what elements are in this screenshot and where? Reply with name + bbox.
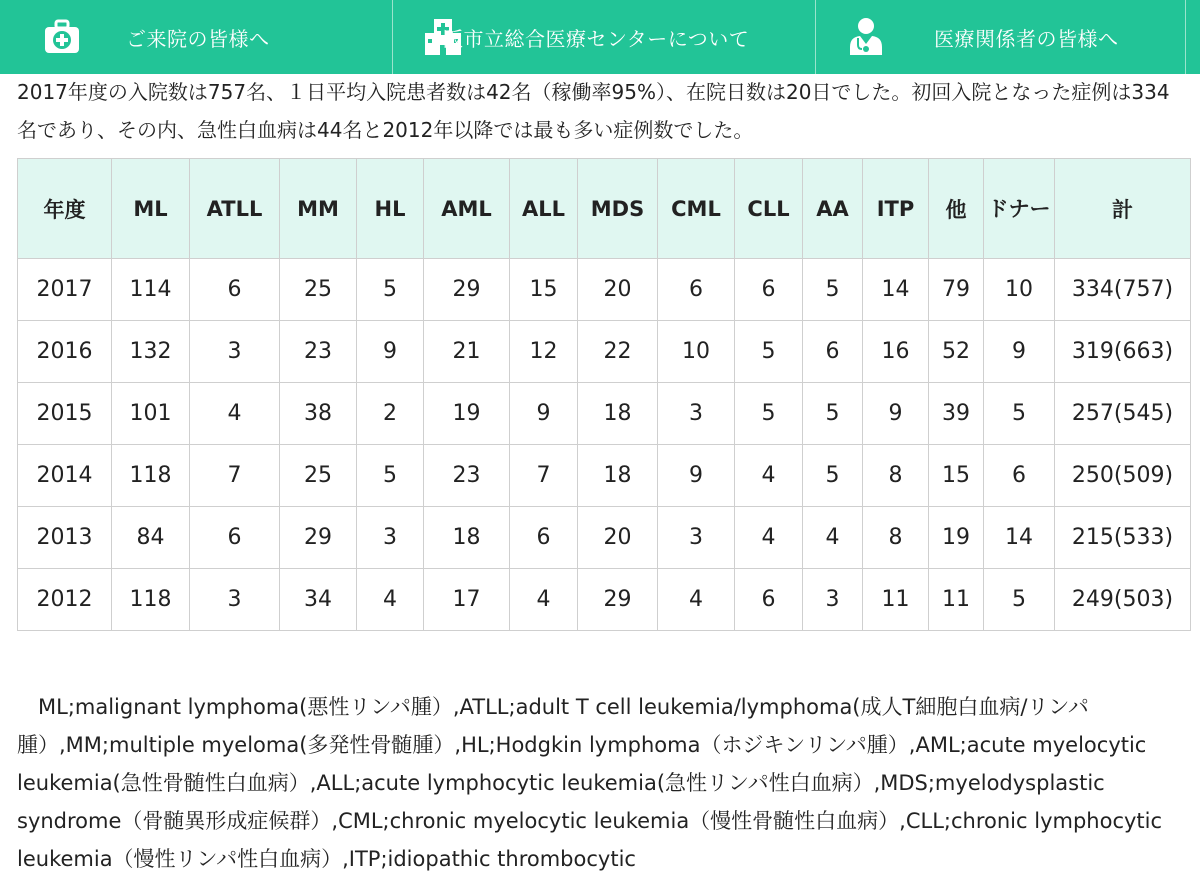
table-cell: 29 bbox=[578, 569, 658, 631]
table-cell: 5 bbox=[357, 259, 424, 321]
table-cell: 5 bbox=[803, 445, 863, 507]
table-cell: 12 bbox=[510, 321, 578, 383]
table-cell: 4 bbox=[510, 569, 578, 631]
table-cell: 2013 bbox=[18, 507, 112, 569]
table-cell: 2012 bbox=[18, 569, 112, 631]
table-cell: 249(503) bbox=[1055, 569, 1191, 631]
table-cell: 10 bbox=[658, 321, 735, 383]
table-cell: 18 bbox=[578, 383, 658, 445]
table-row bbox=[18, 383, 1191, 445]
table-cell: 5 bbox=[735, 321, 803, 383]
column-header: MM bbox=[280, 159, 357, 259]
column-header: 他 bbox=[929, 159, 984, 259]
table-cell: 3 bbox=[357, 507, 424, 569]
table-cell: 8 bbox=[863, 445, 929, 507]
intro-paragraph: 2017年度の入院数は757名、１日平均入院患者数は42名（稼働率95%）、在院日数は20日でした。初回入院となった症例は334名であり、その内、急性白血病は44名と2012年以降では最も多い症例数でした。 bbox=[17, 80, 1170, 142]
column-header: CML bbox=[658, 159, 735, 259]
table-cell: 2015 bbox=[18, 383, 112, 445]
table-cell: 39 bbox=[929, 383, 984, 445]
column-header: MDS bbox=[578, 159, 658, 259]
table-cell: 10 bbox=[984, 259, 1055, 321]
column-header: AML bbox=[424, 159, 510, 259]
table-cell: 7 bbox=[190, 445, 280, 507]
nav-item-overflow[interactable] bbox=[1186, 0, 1200, 74]
table-cell: 15 bbox=[510, 259, 578, 321]
table-cell: 101 bbox=[112, 383, 190, 445]
table-row bbox=[18, 507, 1191, 569]
table-cell: 5 bbox=[803, 259, 863, 321]
column-header: HL bbox=[357, 159, 424, 259]
table-cell: 4 bbox=[735, 507, 803, 569]
table-cell: 6 bbox=[735, 569, 803, 631]
table-cell: 11 bbox=[929, 569, 984, 631]
table-cell: 23 bbox=[424, 445, 510, 507]
table-row bbox=[18, 321, 1191, 383]
column-header: ATLL bbox=[190, 159, 280, 259]
table-cell: 4 bbox=[803, 507, 863, 569]
table-cell: 319(663) bbox=[1055, 321, 1191, 383]
nav-item-for-medical-professionals[interactable] bbox=[816, 0, 1186, 74]
column-header: 計 bbox=[1055, 159, 1191, 259]
table-cell: 4 bbox=[735, 445, 803, 507]
column-header: CLL bbox=[735, 159, 803, 259]
nav-item-label: 医療関係者の皆様へ bbox=[934, 26, 1119, 51]
table-cell: 18 bbox=[578, 445, 658, 507]
table-cell: 14 bbox=[984, 507, 1055, 569]
table-cell: 15 bbox=[929, 445, 984, 507]
table-cell: 9 bbox=[510, 383, 578, 445]
nav-item-label: ご来院の皆様へ bbox=[126, 26, 270, 51]
table-cell: 132 bbox=[112, 321, 190, 383]
table-cell: 2016 bbox=[18, 321, 112, 383]
column-header: ドナー bbox=[984, 159, 1055, 259]
table-cell: 17 bbox=[424, 569, 510, 631]
table-cell: 22 bbox=[578, 321, 658, 383]
table-cell: 5 bbox=[803, 383, 863, 445]
column-header: 年度 bbox=[18, 159, 112, 259]
column-header: ITP bbox=[863, 159, 929, 259]
table-cell: 6 bbox=[803, 321, 863, 383]
table-cell: 9 bbox=[357, 321, 424, 383]
table-cell: 20 bbox=[578, 259, 658, 321]
table-cell: 9 bbox=[658, 445, 735, 507]
table-cell: 118 bbox=[112, 569, 190, 631]
table-cell: 29 bbox=[280, 507, 357, 569]
table-cell: 21 bbox=[424, 321, 510, 383]
table-cell: 257(545) bbox=[1055, 383, 1191, 445]
table-cell: 4 bbox=[357, 569, 424, 631]
table-cell: 3 bbox=[190, 569, 280, 631]
table-cell: 6 bbox=[190, 259, 280, 321]
table-cell: 215(533) bbox=[1055, 507, 1191, 569]
table-cell: 14 bbox=[863, 259, 929, 321]
table-cell: 2017 bbox=[18, 259, 112, 321]
table-cell: 5 bbox=[357, 445, 424, 507]
table-cell: 6 bbox=[735, 259, 803, 321]
table-cell: 7 bbox=[510, 445, 578, 507]
doctor-icon bbox=[844, 15, 888, 59]
table-cell: 3 bbox=[190, 321, 280, 383]
column-header: ML bbox=[112, 159, 190, 259]
table-cell: 9 bbox=[984, 321, 1055, 383]
admissions-table bbox=[17, 158, 1191, 631]
table-cell: 4 bbox=[190, 383, 280, 445]
table-cell: 3 bbox=[803, 569, 863, 631]
table-cell: 34 bbox=[280, 569, 357, 631]
nav-item-for-patients[interactable] bbox=[0, 0, 393, 74]
table-cell: 5 bbox=[984, 383, 1055, 445]
table-cell: 25 bbox=[280, 445, 357, 507]
table-cell: 8 bbox=[863, 507, 929, 569]
table-cell: 6 bbox=[658, 259, 735, 321]
table-cell: 18 bbox=[424, 507, 510, 569]
table-cell: 4 bbox=[658, 569, 735, 631]
medical-bag-icon bbox=[40, 15, 84, 59]
table-cell: 19 bbox=[424, 383, 510, 445]
table-cell: 79 bbox=[929, 259, 984, 321]
top-navigation-bar bbox=[0, 0, 1200, 74]
table-cell: 11 bbox=[863, 569, 929, 631]
table-cell: 25 bbox=[280, 259, 357, 321]
table-cell: 5 bbox=[735, 383, 803, 445]
table-cell: 84 bbox=[112, 507, 190, 569]
table-cell: 5 bbox=[984, 569, 1055, 631]
table-cell: 3 bbox=[658, 383, 735, 445]
table-cell: 6 bbox=[190, 507, 280, 569]
table-row bbox=[18, 259, 1191, 321]
table-cell: 23 bbox=[280, 321, 357, 383]
column-header: ALL bbox=[510, 159, 578, 259]
table-cell: 9 bbox=[863, 383, 929, 445]
table-row bbox=[18, 569, 1191, 631]
table-cell: 250(509) bbox=[1055, 445, 1191, 507]
table-cell: 20 bbox=[578, 507, 658, 569]
table-header-row bbox=[18, 159, 1191, 259]
column-header: AA bbox=[803, 159, 863, 259]
table-cell: 118 bbox=[112, 445, 190, 507]
table-cell: 38 bbox=[280, 383, 357, 445]
table-cell: 2 bbox=[357, 383, 424, 445]
table-cell: 16 bbox=[863, 321, 929, 383]
table-cell: 29 bbox=[424, 259, 510, 321]
abbreviation-notes: ML;malignant lymphoma(悪性リンパ腫）,ATLL;adult T cell leukemia/lymphoma(成人T細胞白血病/リンパ腫）,MM;multiple myeloma(多発性骨髄腫）,HL;Hodgkin lymphoma（ホジキンリンパ腫）,AML;acute myelocytic leukemia(急性骨髄性白血病）,ALL;acute lymphocytic leukemia(急性リンパ性白血病）,MDS;myelodysplastic syndrome（骨髄異形成症候群）,CML;chronic myelocytic leukemia（慢性骨髄性白血病）,CLL;chronic lymphocytic leukemia（慢性リンパ性白血病）,ITP;idiopathic thrombocytic bbox=[17, 695, 1163, 871]
table-cell: 6 bbox=[510, 507, 578, 569]
table-cell: 52 bbox=[929, 321, 984, 383]
table-row bbox=[18, 445, 1191, 507]
table-cell: 114 bbox=[112, 259, 190, 321]
table-cell: 3 bbox=[658, 507, 735, 569]
table-cell: 334(757) bbox=[1055, 259, 1191, 321]
table-cell: 6 bbox=[984, 445, 1055, 507]
table-cell: 19 bbox=[929, 507, 984, 569]
nav-item-label: 阪市立総合医療センターについて bbox=[443, 26, 750, 51]
nav-item-about-center[interactable] bbox=[393, 0, 816, 74]
table-cell: 2014 bbox=[18, 445, 112, 507]
